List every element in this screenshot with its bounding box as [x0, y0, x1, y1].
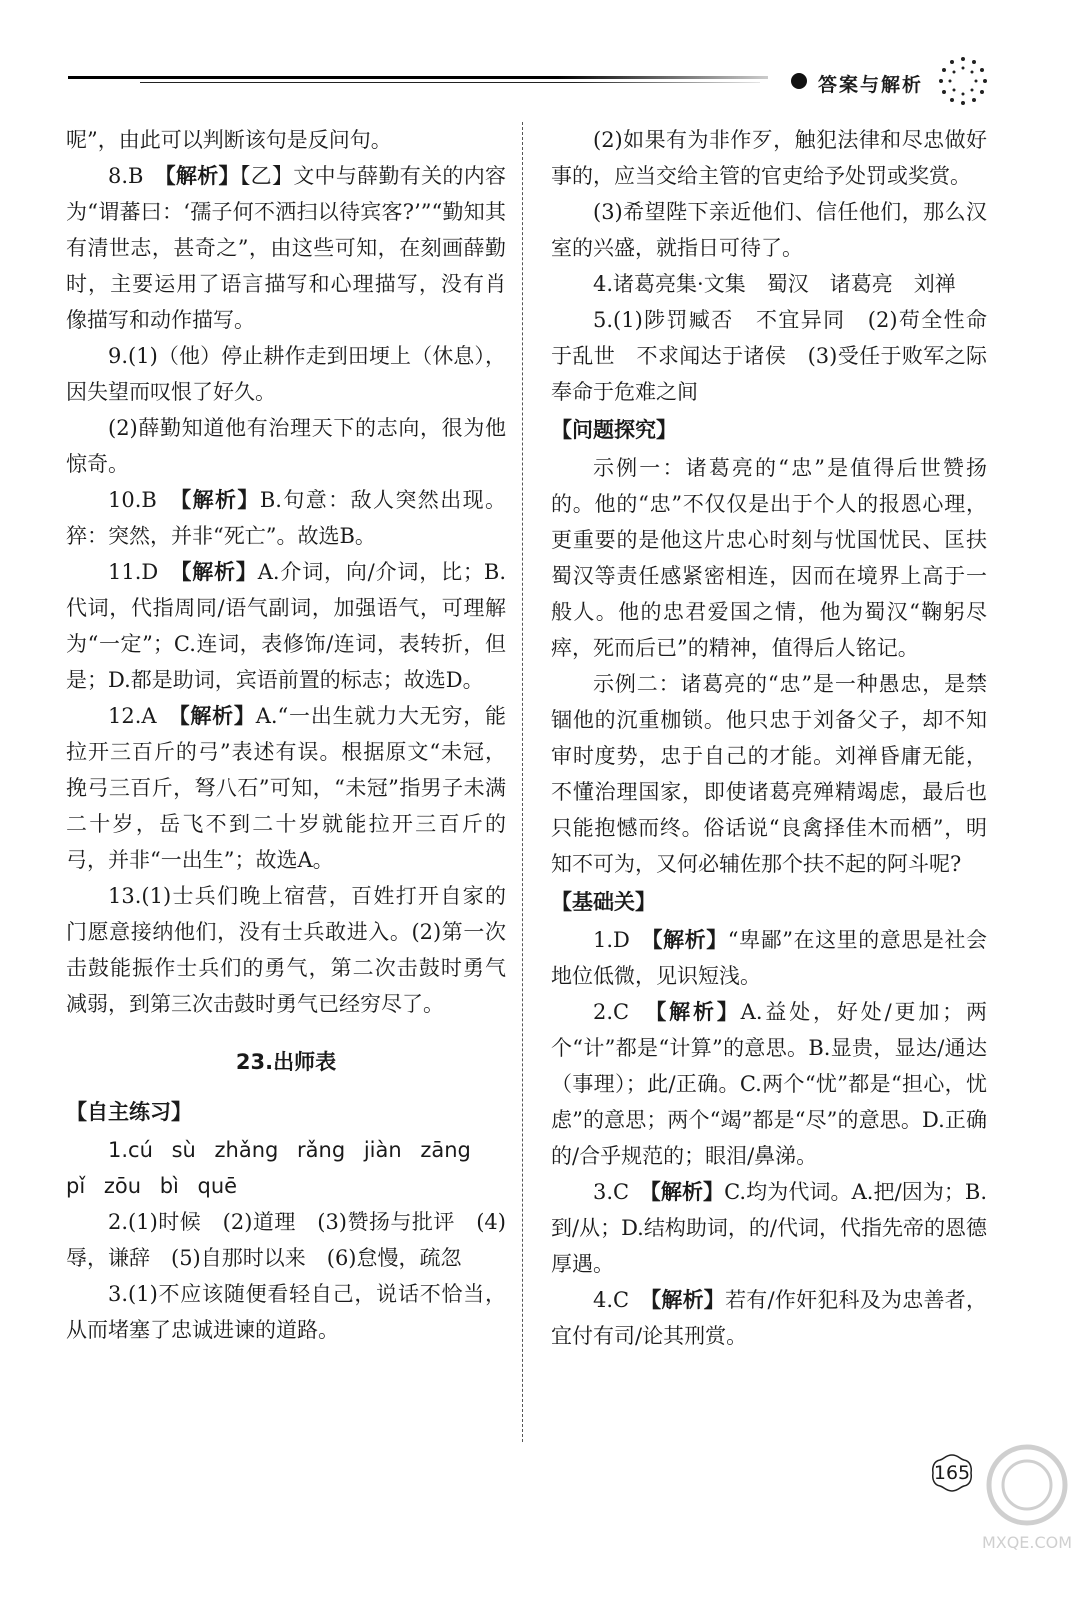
answer-10 — [66, 482, 506, 554]
question-number: 4.C — [593, 1288, 630, 1312]
question-number: 1.D — [593, 928, 630, 952]
analysis-label: 【解析】 — [165, 164, 240, 188]
subsection-heading: 【基础关】 — [551, 890, 656, 914]
answer-12 — [66, 698, 506, 878]
analysis-label: 【解析】 — [180, 560, 258, 584]
section-title: 23.出师表 — [235, 1050, 337, 1074]
question-number: 8.B — [108, 164, 144, 188]
pinyin-line: pǐ zōu bì quē — [66, 1174, 238, 1198]
basic-answer-3 — [551, 1174, 987, 1282]
left-column — [66, 122, 506, 1348]
header-rule-thin — [140, 82, 760, 83]
header-rule — [68, 76, 768, 79]
analysis-text: 若有/作奸犯科及为忠善者，宜付有司/论其刑赏。 — [551, 1288, 988, 1348]
pinyin-line: 1.cú sù zhǎng rǎng jiàn zāng — [108, 1138, 471, 1162]
column-divider — [522, 122, 523, 1442]
example-paragraph: 示例一：诸葛亮的“忠”是值得后世赞扬的。他的“忠”不仅仅是出于个人的报恩心理，更重要的是他这片忠心时刻与忧国忧民、匡扶蜀汉等责任感紧密相连，因而在境界上高于一般人。他的忠君爱国之情，他为蜀汉“鞠躬尽瘁，死而后已”的精神，值得后人铭记。 — [551, 456, 987, 660]
page-number-text: 165 — [933, 1462, 971, 1484]
answer-2: 2.(1)时候 (2)道理 (3)赞扬与批评 (4)辱，谦辞 (5)自那时以来 (6)怠慢，疏忽 — [66, 1210, 506, 1270]
watermark-logo — [972, 1440, 1082, 1560]
answer-3: 3.(1)不应该随便看轻自己，说话不恰当，从而堵塞了忠诚进谏的道路。 — [66, 1282, 506, 1342]
question-number: 3.C — [593, 1180, 630, 1204]
question-number: 10.B — [108, 488, 157, 512]
analysis-text: A.“一出生就力大无穷，能拉开三百斤的弓”表述有误。根据原文“未冠，挽弓三百斤，弩八石”可知，“未冠”指男子未满二十岁，岳飞不到二十岁就能拉开三百斤的弓，并非“一出生”；故选A。 — [66, 704, 507, 872]
analysis-text: A.介词，向/介词，比；B.代词，代指周同/语气副词，加强语气，可理解为“一定”；C.连词，表修饰/连词，表转折，但是；D.都是助词，宾语前置的标志；故选D。 — [66, 560, 506, 692]
header-title: 答案与解析 — [818, 74, 924, 96]
watermark-text: MXQE.COM — [981, 1533, 1073, 1552]
answer-line: 呢”，由此可以判断该句是反问句。 — [66, 128, 392, 152]
page-number — [930, 1453, 974, 1493]
analysis-label: 【解析】 — [652, 928, 728, 952]
analysis-text: B.句意：敌人突然出现。猝：突然，并非“死亡”。故选B。 — [66, 488, 507, 548]
answer-9-1: 9.(1)（他）停止耕作走到田埂上（休息），因失望而叹恨了好久。 — [66, 344, 506, 404]
answer-4: 4.诸葛亮集·文集 蜀汉 诸葛亮 刘禅 — [593, 272, 956, 296]
analysis-label: 【解析】 — [179, 704, 256, 728]
question-number: 11.D — [108, 560, 159, 584]
answer-8 — [66, 158, 506, 338]
answer-9-2: (2)薛勤知道他有治理天下的志向，很为他惊奇。 — [66, 416, 506, 476]
example-paragraph: 示例二：诸葛亮的“忠”是一种愚忠，是禁锢他的沉重枷锁。他只忠于刘备父子，却不知审时度势，忠于自己的才能。刘禅昏庸无能，不懂治理国家，即使诸葛亮殚精竭虑，最后也只能抱憾而终。俗话说“良禽择佳木而栖”，明知不可为，又何必辅佐那个扶不起的阿斗呢? — [551, 672, 987, 876]
analysis-text: C.均为代词。A.把/因为；B.到/从；D.结构助词，的/代词，代指先帝的恩德厚遇。 — [551, 1180, 988, 1276]
dotted-circle-icon — [938, 56, 988, 106]
analysis-label: 【解析】 — [655, 1000, 741, 1024]
answer-5: 5.(1)陟罚臧否 不宜异同 (2)苟全性命于乱世 不求闻达于诸侯 (3)受任于败军之际 奉命于危难之间 — [551, 308, 1008, 404]
answer-3-2: (2)如果有为非作歹，触犯法律和尽忠做好事的，应当交给主管的官吏给予处罚或奖赏。 — [551, 128, 987, 188]
right-column — [551, 122, 1008, 1354]
subsection-heading: 【问题探究】 — [551, 418, 677, 442]
answer-3-3: (3)希望陛下亲近他们、信任他们，那么汉室的兴盛，就指日可待了。 — [551, 200, 987, 260]
analysis-label: 【解析】 — [180, 488, 260, 512]
basic-answer-2 — [551, 994, 987, 1174]
subsection-heading: 【自主练习】 — [66, 1100, 192, 1124]
answer-13: 13.(1)士兵们晚上宿营，百姓打开自家的门愿意接纳他们，没有士兵敢进入。(2)第一次击鼓能振作士兵们的勇气，第二次击鼓时勇气减弱，到第三次击鼓时勇气已经穷尽了。 — [66, 884, 506, 1016]
basic-answer-1 — [551, 922, 987, 994]
answer-11 — [66, 554, 506, 698]
analysis-text: “卑鄙”在这里的意思是社会地位低微，见识短浅。 — [551, 928, 988, 988]
basic-answer-4 — [551, 1282, 987, 1354]
question-number: 12.A — [108, 704, 157, 728]
header-bullet-icon — [791, 73, 807, 89]
analysis-text: A.益处，好处/更加；两个“计”都是“计算”的意思。B.显贵，显达/通达（事理）；此/正确。C.两个“忧”都是“担心，忧虑”的意思；两个“竭”都是“尽”的意思。D.正确的/合乎规范的；眼泪/鼻涕。 — [551, 1000, 988, 1168]
page-header — [0, 0, 1087, 120]
analysis-label: 【解析】 — [650, 1288, 726, 1312]
question-number: 2.C — [593, 1000, 630, 1024]
analysis-label: 【解析】 — [650, 1180, 725, 1204]
analysis-text: 【乙】文中与薛勤有关的内容为“谓蕃曰：‘孺子何不洒扫以待宾客?’”“勤知其有清世志，甚奇之”，由这些可知，在刻画薛勤时，主要运用了语言描写和心理描写，没有肖像描写和动作描写。 — [66, 164, 507, 332]
